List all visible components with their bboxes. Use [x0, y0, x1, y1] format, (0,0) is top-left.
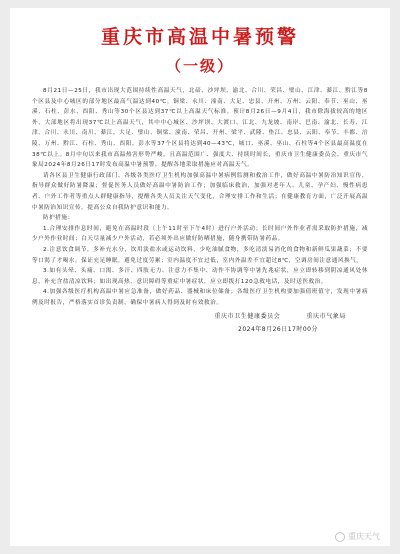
watermark-label: 重庆天气	[348, 532, 380, 541]
measure-item: 2.注意饮食调节，多补充水分，饮用淡盐水或运动饮料，少吃油腻食物，多吃清淡易消化的食物和新鲜瓜果蔬菜；不要等口渴了才喝水。保证充足睡眠，避免过度劳累；室内温度不宜过低，室内外温差不宜超过8℃，空调房间注意通风换气。	[32, 246, 368, 264]
weibo-logo-icon	[335, 532, 345, 542]
notice-paragraph: 请各区县卫生健康行政部门、各级各类医疗卫生机构加强高温中暑病例监测和救治工作，做好高温中暑防治知识宣传，指导群众做好防暑降温；督促医务人员做好高温中暑防治工作；加强临床救治，加强对老年人、儿童、孕产妇、慢性病患者、户外工作者等重点人群健康指导，提醒各类人员关注天气变化，合理安排工作和生活；在健康教育方面，广泛开展高温中暑防治知识宣传，提高公众自我防护意识和能力。	[32, 172, 368, 211]
document-title: 重庆市高温中暑预警	[100, 26, 299, 48]
measure-item: 4.加强各级医疗机构高温中暑应急准备，做好药品、器械和床位储备；各级医疗卫生机构要加强值班值守，发现中暑病例及时报告，严格落实首诊负责制，确保中暑病人得到及时有效救治。	[32, 289, 368, 306]
warning-document	[10, 8, 390, 546]
measures-heading: 防护措施：	[43, 215, 74, 222]
signer-meteorological-bureau: 重庆市气象局	[306, 313, 346, 321]
issue-date: 2024年8月26日17时00分	[238, 326, 318, 334]
document-body	[32, 86, 368, 308]
signers	[32, 311, 368, 320]
warning-level: （一级）	[165, 57, 234, 75]
signer-health-commission: 重庆市卫生健康委员会	[214, 313, 281, 321]
measure-item: 3.如有头晕、头痛、口渴、多汗、四肢无力、注意力不集中、动作不协调等中暑先兆症状，应立即转移到阴凉通风处休息，补充含盐清凉饮料；如出现高热、意识障碍等重症中暑症状，应立即拨打120急救电话，及时送医救治。	[32, 268, 368, 285]
watermark	[335, 531, 380, 542]
intro-paragraph: 8月21日—25日，我市出现大范围持续性高温天气，北碚、沙坪坝、渝北、合川、荣昌、璧山、江津、綦江、黔江等8个区县及中心城区的部分地区最高气温达到40℃。铜梁、永川、潼南、大足、忠县、开州、万州、云阳、奉节、巫山、巫溪、石柱、彭水、酉阳、秀山等30个区县达到37℃以上高温天气标准。预计8月26日—9月4日，我市除海拔较高的地区外，大部地区将出现37℃以上高温天气，其中中心城区、沙坪坝、大渡口、江北、九龙坡、南岸、巴南、渝北、长寿、江津、合川、永川、南川、綦江、大足、璧山、铜梁、潼南、荣昌、开州、梁平、武隆、垫江、忠县、云阳、奉节、丰都、涪陵、万州、黔江、石柱、秀山、酉阳、彭水等37个区县将达到40—43℃，城口、巫溪、巫山、石柱等4个区县最高温度在38℃以上。8月中旬以来我市高温热害形势严峻，且高温范围广、强度大、持续时间长，重庆市卫生健康委员会、重庆市气象局2024年8月26日17时发布高温中暑预警，提醒各地采取措施应对高温天气。	[32, 88, 368, 169]
measure-item: 1.合理安排作息时间，避免在高温时段（上午11时至下午4时）进行户外活动；长时间户外作业者需采取防护措施，减少户外作业时间；白天尽量减少户外活动，若必须外出应做好防晒措施，随身携带防暑药品。	[32, 225, 368, 243]
